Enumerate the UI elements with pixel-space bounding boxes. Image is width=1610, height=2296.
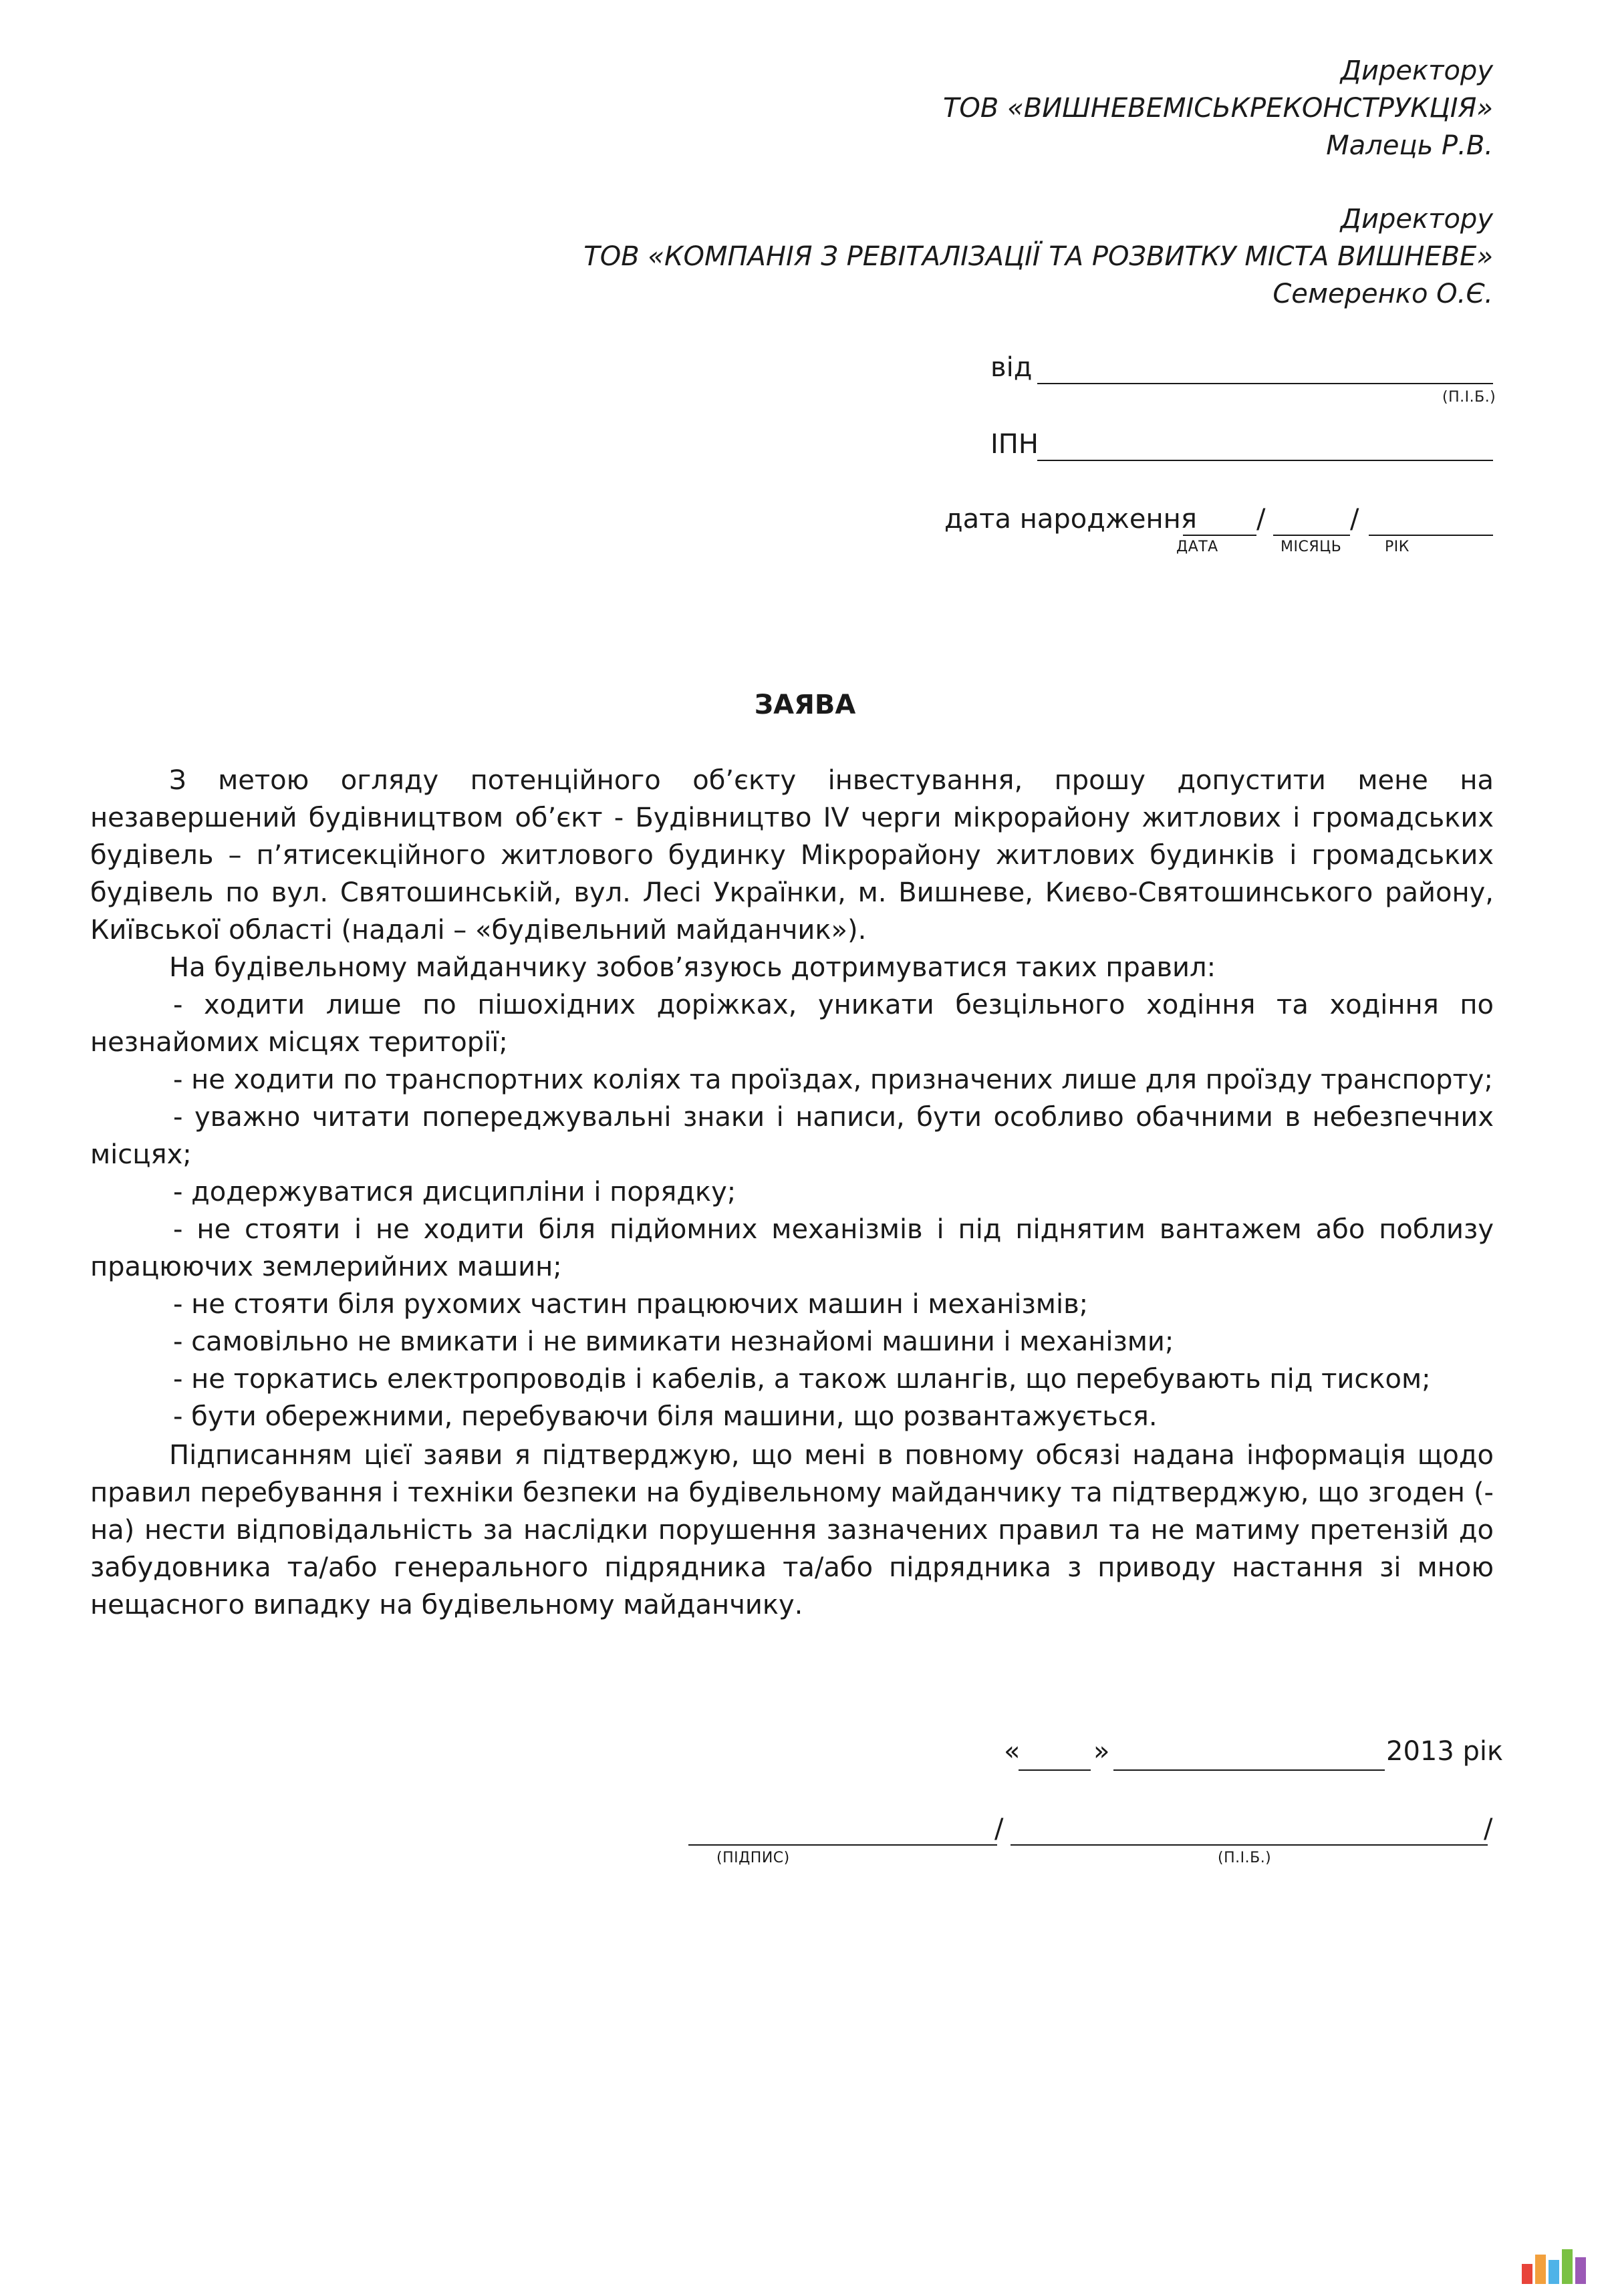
intro-paragraph: З метою огляду потенційного об’єкту інвестування, прошу допустити мене на незавершений будівництвом об’єкт - Будівництво IV черги мікрорайону житлових і громадських будівель – п’ятисекційного житлового будинку Мікрорайону житлових будинків і громадських будівель по вул. Святошинській, вул. Лесі Українки, м. Вишневе, Києво-Святошинського району, Київської області (надалі – «будівельний майданчик»). — [90, 765, 1494, 946]
signature-end-separator: / — [1484, 1814, 1493, 1844]
rule-item: - не торкатись електропроводів і кабелів, а також шлангів, що перебувають під тиском; — [173, 1364, 1431, 1395]
rule-item: - додержуватися дисципліни і порядку; — [173, 1177, 736, 1207]
birth-day-caption: ДАТА — [1176, 539, 1218, 555]
from-caption: (П.І.Б.) — [1442, 389, 1496, 406]
addressee-1-position: Директору — [1340, 55, 1493, 86]
birth-date-label: дата народження — [944, 504, 1197, 535]
rule-item: - уважно читати попереджувальні знаки і написи, бути особливо обачними в небезпечних місцях; — [90, 1102, 1494, 1170]
signature-caption: (ПІДПИС) — [716, 1850, 790, 1866]
rule-item: - не стояти і не ходити біля підйомних механізмів і під піднятим вантажем або поблизу працюючих землерийних машин; — [90, 1214, 1494, 1282]
addressee-1-name: Малець Р.В. — [1326, 130, 1493, 161]
birth-day-line[interactable] — [1183, 535, 1256, 536]
date-year: 2013 рік — [1386, 1736, 1504, 1767]
rule-item: - не стояти біля рухомих частин працюючих машин і механізмів; — [173, 1289, 1089, 1320]
date-open-quote: « — [1004, 1736, 1021, 1767]
birth-month-line[interactable] — [1273, 535, 1350, 536]
addressee-2-company: ТОВ «КОМПАНІЯ З РЕВІТАЛІЗАЦІЇ ТА РОЗВИТКУ МІСТА ВИШНЕВЕ» — [583, 241, 1493, 272]
rule-item: - бути обережними, перебуваючи біля машини, що розвантажується. — [173, 1401, 1158, 1432]
date-day-line[interactable] — [1019, 1769, 1091, 1771]
signer-name-line[interactable] — [1011, 1844, 1488, 1846]
date-month-line[interactable] — [1113, 1769, 1385, 1771]
ipn-field-line[interactable] — [1037, 460, 1493, 461]
birth-separator-2: / — [1350, 504, 1359, 535]
addressee-1-company: ТОВ «ВИШНЕВЕМІСЬКРЕКОНСТРУКЦІЯ» — [943, 93, 1493, 124]
document-body — [90, 762, 1494, 1435]
addressee-block-2 — [357, 200, 1493, 313]
date-close-quote: » — [1093, 1736, 1110, 1767]
rules-intro: На будівельному майданчику зобов’язуюсь дотримуватися таких правил: — [169, 952, 1216, 983]
addressee-2-name: Семеренко О.Є. — [1272, 279, 1493, 309]
birth-year-caption: РІК — [1385, 539, 1410, 555]
from-label: від — [990, 352, 1033, 383]
addressee-2-position: Директору — [1340, 204, 1493, 235]
signer-name-caption: (П.І.Б.) — [1218, 1850, 1272, 1866]
rule-item: - самовільно не вмикати і не вимикати незнайомі машини і механізми; — [173, 1326, 1174, 1357]
rule-item: - ходити лише по пішохідних доріжках, уникати безцільного ходіння та ходіння по незнайомих місцях території; — [90, 990, 1494, 1058]
document-title: ЗАЯВА — [754, 690, 856, 720]
rule-item: - не ходити по транспортних коліях та проїздах, призначених лише для проїзду транспорту; — [173, 1064, 1493, 1095]
birth-year-line[interactable] — [1369, 535, 1493, 536]
ipn-label: ІПН — [990, 429, 1039, 460]
birth-month-caption: МІСЯЦЬ — [1281, 539, 1342, 555]
signing-statement — [90, 1437, 1494, 1624]
from-field-line[interactable] — [1037, 383, 1493, 384]
signature-line[interactable] — [688, 1844, 997, 1846]
addressee-block-1 — [357, 52, 1493, 164]
building-logo-icon — [1520, 2245, 1587, 2285]
signing-paragraph: Підписанням цієї заяви я підтверджую, що мені в повному обсязі надана інформація щодо правил перебування і техніки безпеки на будівельному майданчику та підтверджую, що згоден (-на) нести відповідальність за наслідки порушення зазначених правил та не матиму претензій до забудовника та/або генерального підрядника та/або підрядника з приводу настання зі мною нещасного випадку на будівельному майданчику. — [90, 1440, 1494, 1620]
birth-separator-1: / — [1256, 504, 1266, 535]
signature-separator: / — [994, 1814, 1004, 1844]
